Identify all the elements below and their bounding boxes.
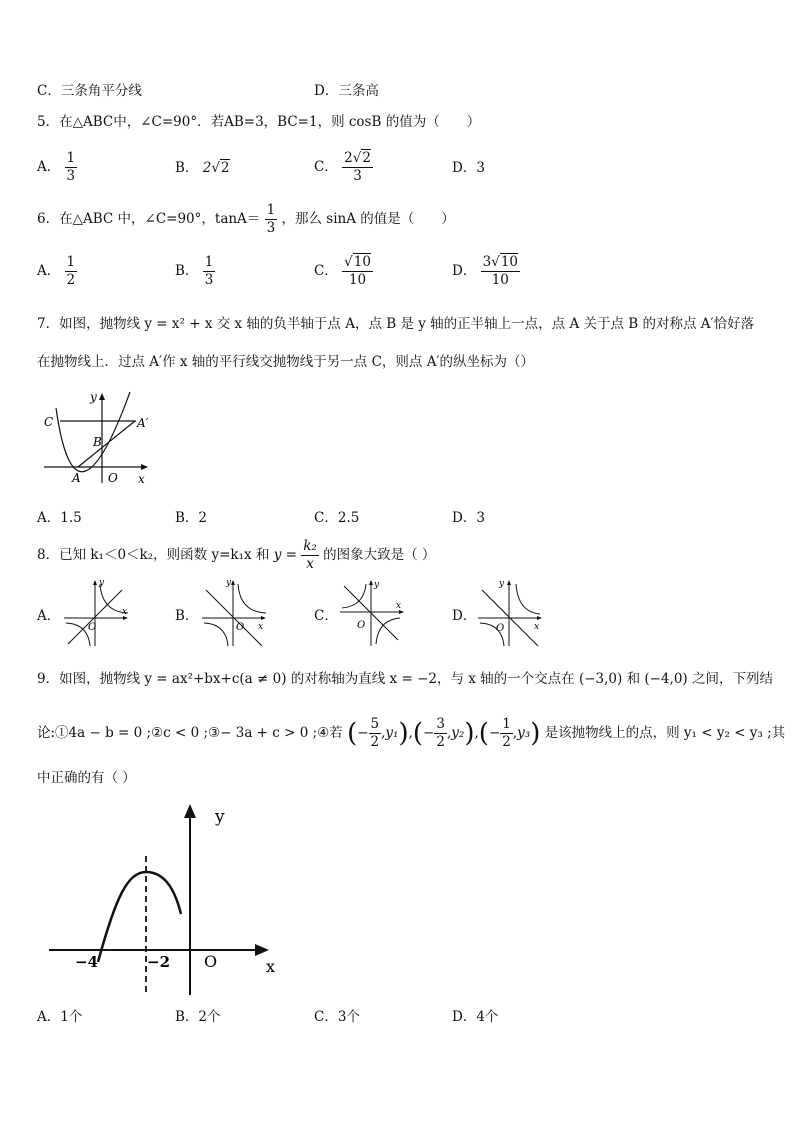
q6-stem-post: ，那么 sinA 的值是（ ） [281,210,455,227]
q8-graph-b [200,578,270,648]
q7-line1: 7．如图，抛物线 y = x² + x 交 x 轴的负半轴于点 A，点 B 是 y 轴的正半轴上一点，点 A 关于点 B 的对称点 A′恰好落 [37,316,755,332]
q5-c-num [342,151,373,168]
q8b-label-x: x [258,622,264,632]
q9-label-neg2: −2 [147,953,171,971]
sqrt-icon: √ [344,254,353,270]
q9-label-o: O [204,952,218,971]
q8b-label-o: O [236,622,245,633]
q6-b-fraction [203,255,216,288]
q9-p1-y: y₁ [385,724,399,741]
q4-option-d: D．三条高 [314,83,379,99]
q9-line2-post: 是该抛物线上的点，则 y₁ < y₂ < y₃ ;其 [544,724,786,741]
q9-paren-1: ( [347,718,358,749]
q8-option-d: D． [452,608,477,624]
q9-p2-den: 2 [436,733,445,750]
q8-graph-a [62,578,132,648]
q8c-y-arrow-icon [369,580,373,585]
q5-option-b [175,162,230,176]
q9-p3-num: 1 [502,716,511,732]
q9-option-a: A．1个 [37,1009,83,1025]
q8b-hyperbola-1 [238,584,266,613]
q5-option-c [314,151,373,184]
q7-label-a: A [72,471,81,485]
sqrt-icon: √ [491,254,500,270]
q7-label-b: B [93,435,102,449]
q9-p2-num: 3 [436,716,445,732]
q8d-y-arrow-icon [507,580,511,585]
q8a-y-arrow-icon [93,580,97,585]
q5-b-coef: 2 [202,160,212,176]
q9-line1: 9．如图，抛物线 y = ax²+bx+c(a ≠ 0) 的对称轴为直线 x = −2，与 x 轴的一个交点在 (−3,0) 和 (−4,0) 之间，下列结 [37,671,773,687]
q7-option-c: C．2.5 [314,510,360,526]
q9-paren-2: ( [412,718,424,749]
q5-stem: 5．在△ABC中，∠C=90°．若AB=3，BC=1，则 cosB 的值为（ ） [37,114,481,130]
q8a-label-y: y [99,578,105,588]
q9-parabola [98,872,181,962]
q6-d-num [481,255,520,272]
q9-option-c: C．3个 [314,1009,360,1025]
q8c-label-y: y [374,580,380,590]
q7-label-x: x [138,472,145,486]
q8-stem-den: x [306,555,314,572]
q5-b-radicand: 2 [220,160,230,176]
q9-option-b: B．2个 [175,1009,221,1025]
q8b-x-arrow-icon [261,616,266,620]
q5-a-fraction [65,151,78,184]
q9-paren-3: ( [478,718,489,749]
q5-c-fraction [342,151,373,184]
q9-p1-den: 2 [370,733,380,750]
q6-d-den: 10 [491,271,509,288]
q7-label-o: O [108,471,118,485]
q9-figure [45,800,285,1000]
q8-option-a: A． [37,608,61,624]
q9-line2-pre: 论:①4a − b = 0 ;②c < 0 ;③− 3a + c > 0 ;④若 [37,724,343,741]
q5-c-num-radicand: 2 [362,150,371,166]
q6-a-label: A． [37,262,61,279]
q5-c-label: C． [314,158,338,175]
q6-c-num-radicand: 10 [353,254,371,270]
q8-stem-fraction [301,539,319,572]
q6-d-label: D． [452,262,477,279]
q5-option-d: D．3 [452,160,485,176]
q6-stem-num: 1 [266,202,276,218]
sqrt-icon: √ [211,160,220,176]
q9-p3-den: 2 [502,733,511,750]
q9-p2-y: y₂ [451,724,465,741]
q9-p1-fraction [369,717,382,750]
q8-stem-num: k₂ [303,538,317,554]
q6-option-d [452,255,520,288]
q8d-label-y: y [499,579,505,589]
q8a-label-x: x [122,607,128,617]
q8d-x-arrow-icon [537,616,542,620]
q9-paren-2-close: ) [464,718,475,749]
q9-y-arrow-icon [184,804,196,818]
q7-option-b: B．2 [175,510,208,526]
q5-c-den: 3 [353,167,362,184]
q9-p2-fraction [434,717,447,750]
q7-label-y: y [90,390,97,404]
q7-label-aprime: A′ [137,416,149,430]
q8-graph-d [476,578,546,648]
q5-a-den: 3 [66,167,76,184]
q8-stem-post: 的图象大致是（ ） [323,546,436,563]
q4-option-c: C．三条角平分线 [37,83,142,99]
q6-d-coef: 3 [482,254,492,270]
q6-option-b [175,255,215,288]
q7-line-aa [78,421,135,467]
q9-label-x: x [266,957,276,976]
q6-c-fraction [342,255,373,288]
q7-x-arrow-icon [141,464,148,470]
q7-option-a: A．1.5 [37,510,82,526]
q9-line3: 中正确的有（ ） [37,770,136,786]
q6-a-den: 2 [66,271,76,288]
q9-paren-3-close: ) [530,718,541,749]
q9-label-neg4: −4 [75,953,99,971]
q6-c-num [342,255,373,272]
q8d-label-x: x [534,622,540,632]
q5-a-label: A． [37,158,61,175]
q7-figure [40,388,155,488]
q8b-label-y: y [226,578,232,588]
q5-b-label: B． [175,160,199,176]
q5-a-num: 1 [66,150,76,166]
q8b-y-arrow-icon [231,580,235,585]
q6-stem-den: 3 [266,219,276,236]
q7-option-d: D．3 [452,510,485,526]
q6-stem [37,203,455,236]
q7-y-arrow-icon [99,393,105,400]
q6-a-num: 1 [66,254,76,270]
q5-option-a [37,151,77,184]
q6-c-den: 10 [348,271,367,288]
q9-p1-num: 5 [370,716,380,732]
q7-label-c: C [44,415,54,429]
q8c-label-o: O [357,620,366,631]
q8d-hyperbola-1 [516,584,540,614]
q8-graph-c [338,578,408,648]
q8c-label-x: x [396,601,402,611]
q8-stem [37,539,435,572]
q6-b-num: 1 [204,254,214,270]
q8d-label-o: O [496,623,505,634]
q9-paren-1-close: ) [398,718,409,749]
q7-line2: 在抛物线上．过点 A′作 x 轴的平行线交抛物线于另一点 C，则点 A′的纵坐标为（） [37,354,535,370]
q6-d-num-radicand: 10 [500,254,519,270]
q8-option-c: C． [314,608,338,624]
sqrt-icon: √ [352,150,362,166]
q6-c-label: C． [314,262,338,279]
q9-p3-y: y₃ [517,724,531,741]
q9-option-d: D．4个 [452,1009,499,1025]
q6-d-fraction [481,255,520,288]
q6-b-label: B． [175,262,199,279]
q6-b-den: 3 [204,271,214,288]
q9-label-y: y [215,807,225,827]
q6-option-c [314,255,373,288]
q6-stem-fraction [265,203,278,236]
q8b-hyperbola-2 [204,623,228,646]
q9-p3-fraction [500,717,513,750]
q8-stem-eq: y = [273,546,297,563]
q5-c-num-coef: 2 [344,150,353,166]
q6-option-a [37,255,77,288]
q9-x-arrow-icon [255,944,269,956]
q6-a-fraction [65,255,78,288]
q8a-label-o: O [88,622,97,633]
q9-line2: 论:①4a − b = 0 ;②c < 0 ;③− 3a + c > 0 ;④若 (− $\frac{5}{2}$ ,y₁),(− $\frac{3}{2}$ ,y₂),(− $\frac{1}{2}$ ,y₃) 是该抛物线上的点，则 y₁ < y₂ < y₃ ;其 [37,716,786,750]
q8-option-b: B． [175,608,199,624]
q6-stem-pre: 6．在△ABC 中，∠C=90°，tanA＝ [37,210,261,227]
q8-stem-pre: 8．已知 k₁＜0＜k₂，则函数 y=k₁x 和 [37,546,270,563]
